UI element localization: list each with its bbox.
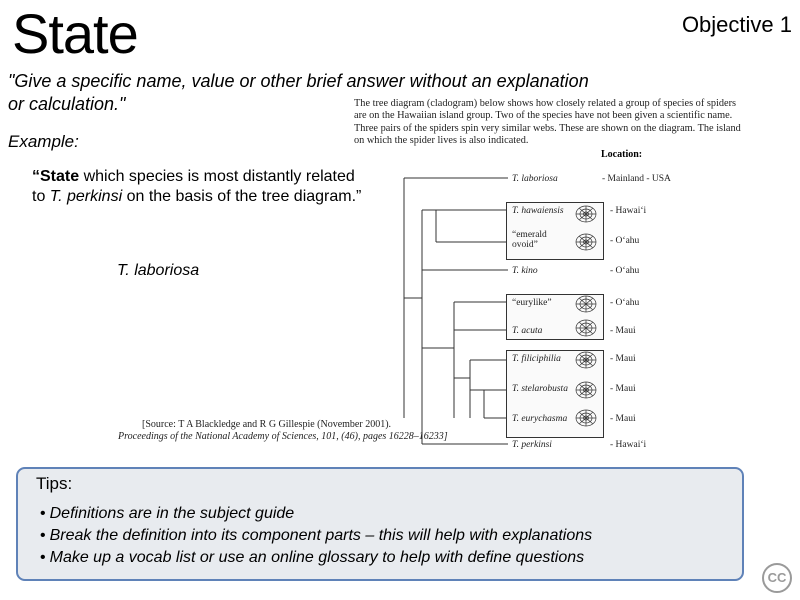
question-text-part1: which species is most distantly related to bbox=[32, 168, 355, 205]
taxon-label: T. acuta bbox=[512, 326, 543, 336]
spider-web-icon bbox=[574, 232, 598, 252]
example-label: Example: bbox=[8, 132, 79, 151]
spider-web-icon bbox=[574, 318, 598, 338]
taxon-label: T. laboriosa bbox=[512, 174, 558, 184]
objective-label: Objective 1 bbox=[681, 12, 792, 37]
taxon-label: “eurylike” bbox=[512, 298, 552, 308]
taxon-location: - Hawai‘i bbox=[610, 440, 647, 450]
example-question bbox=[32, 167, 362, 207]
source-line-1: [Source: T A Blackledge and R G Gillespie (November 2001). bbox=[142, 419, 392, 430]
taxon-location: - Mainland - USA bbox=[602, 174, 671, 184]
taxon-location: - Maui bbox=[610, 384, 636, 394]
taxon-label: T. kino bbox=[512, 266, 538, 276]
spider-web-icon bbox=[574, 350, 598, 370]
figure-intro-text: The tree diagram (cladogram) below shows how closely related a group of species of spiders are on the Hawaiian island group. Two of the species have not been given a scientific name. Three pairs of the spiders spin very similar webs. These are shown on the diagram. The island on which the spider lives is also indicated. bbox=[354, 98, 741, 146]
taxon-location: - O‘ahu bbox=[610, 266, 640, 276]
taxon-location: - Maui bbox=[610, 326, 636, 336]
figure-source-citation bbox=[118, 419, 478, 443]
taxon-label: T. eurychasma bbox=[512, 414, 568, 424]
taxon-location: - Maui bbox=[610, 414, 636, 424]
tips-box bbox=[16, 467, 744, 581]
tips-title: Tips: bbox=[36, 474, 73, 493]
instruction-text: "Give a specific name, value or other brief answer without an explanation or calculation." bbox=[8, 71, 589, 114]
spider-web-icon bbox=[574, 380, 598, 400]
taxon-label: T. filiciphilia bbox=[512, 354, 561, 364]
question-species: T. perkinsi bbox=[49, 188, 123, 205]
taxon-label: T. perkinsi bbox=[512, 440, 552, 450]
spider-web-icon bbox=[574, 294, 598, 314]
taxon-label: “emerald ovoid” bbox=[512, 230, 547, 250]
taxon-location: - O‘ahu bbox=[610, 236, 640, 246]
spider-web-icon bbox=[574, 204, 598, 224]
tip-item: • Break the definition into its component parts – this will help with explanations bbox=[40, 525, 592, 547]
taxon-location: - Hawai‘i bbox=[610, 206, 647, 216]
example-answer: T. laboriosa bbox=[117, 262, 200, 279]
question-keyword: State bbox=[40, 168, 80, 185]
tip-item: • Definitions are in the subject guide bbox=[40, 503, 592, 525]
tip-item: • Make up a vocab list or use an online glossary to help with define questions bbox=[40, 547, 592, 569]
location-heading: Location: bbox=[601, 149, 643, 160]
tips-list bbox=[40, 503, 592, 569]
spider-web-icon bbox=[574, 408, 598, 428]
taxon-location: - Maui bbox=[610, 354, 636, 364]
taxon-label: T. hawaiensis bbox=[512, 206, 564, 216]
creative-commons-icon: CC bbox=[762, 563, 792, 593]
question-close-quote: ” bbox=[356, 188, 362, 205]
source-line-2: Proceedings of the National Academy of Sciences, 101, (46), pages 16228–16233] bbox=[118, 431, 448, 442]
slide-title: State bbox=[12, 2, 138, 65]
question-text-part2: on the basis of the tree diagram. bbox=[122, 188, 357, 205]
taxon-label: T. stelarobusta bbox=[512, 384, 568, 394]
question-open-quote: “ bbox=[32, 168, 40, 185]
taxon-location: - O‘ahu bbox=[610, 298, 640, 308]
